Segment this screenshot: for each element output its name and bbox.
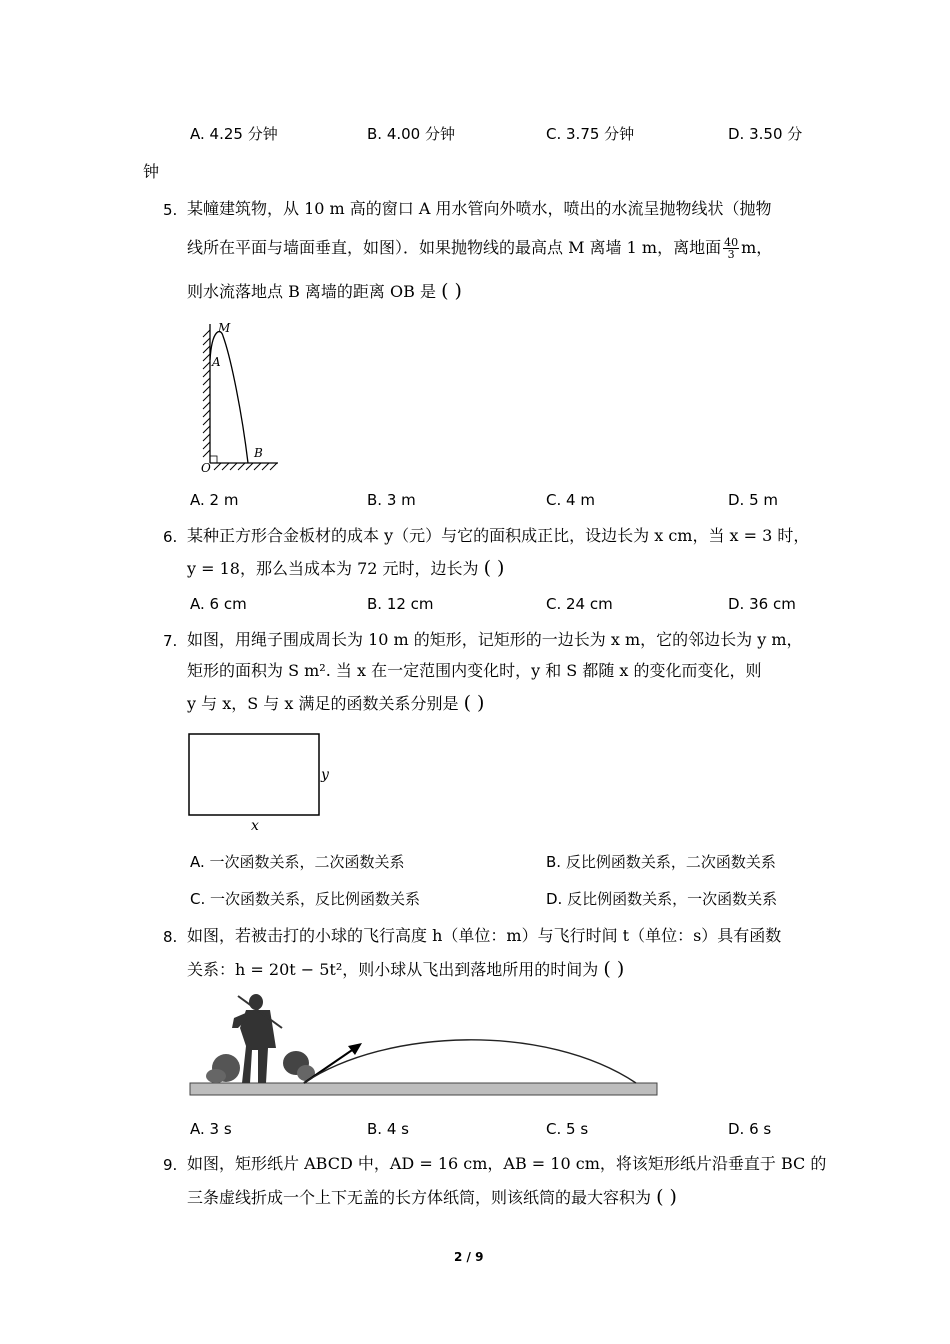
q5-figure	[190, 318, 290, 478]
q6-number: 6.	[163, 528, 178, 546]
answer-paren: ( )	[603, 958, 625, 980]
q6-option-c: C. 24 cm	[546, 595, 613, 613]
q5-option-d: D. 5 m	[728, 491, 779, 509]
q6-option-b: B. 12 cm	[367, 595, 434, 613]
answer-paren: ( )	[483, 557, 505, 579]
q7-text-line2: 矩形的面积为 S m². 当 x 在一定范围内变化时，y 和 S 都随 x 的变化而变化，则	[187, 661, 762, 680]
q9-text-line1: 如图，矩形纸片 ABCD 中，AD = 16 cm，AB = 10 cm，将该矩形纸片沿垂直于 BC 的	[187, 1154, 827, 1173]
q4-option-b: B. 4.00 分钟	[367, 125, 455, 143]
q9-number: 9.	[163, 1156, 178, 1174]
q6-text-line2: y = 18，那么当成本为 72 元时，边长为 ( )	[187, 557, 505, 579]
q8-number: 8.	[163, 928, 178, 946]
q5-option-b: B. 3 m	[367, 491, 416, 509]
q7-option-a: A. 一次函数关系，二次函数关系	[190, 853, 405, 871]
q6-option-d: D. 36 cm	[728, 595, 796, 613]
page-number: 2 / 9	[454, 1250, 484, 1264]
q4-option-d-wrap: 钟	[143, 162, 160, 181]
q8-text-line1: 如图，若被击打的小球的飞行高度 h（单位：m）与飞行时间 t（单位：s）具有函数	[187, 926, 782, 945]
label-y: y	[321, 767, 329, 783]
q7-option-c: C. 一次函数关系，反比例函数关系	[190, 890, 421, 908]
q7-text-line3: y 与 x，S 与 x 满足的函数关系分别是 ( )	[187, 692, 485, 714]
q4-option-c: C. 3.75 分钟	[546, 125, 635, 143]
q7-option-d: D. 反比例函数关系，一次函数关系	[546, 890, 778, 908]
q8-option-a: A. 3 s	[190, 1120, 232, 1138]
q6-option-a: A. 6 cm	[190, 595, 247, 613]
q6-text-line1: 某种正方形合金板材的成本 y（元）与它的面积成正比，设边长为 x cm，当 x = 3 时，	[187, 526, 810, 545]
q8-text-line2: 关系：h = 20t − 5t²，则小球从飞出到落地所用的时间为 ( )	[187, 958, 625, 980]
q5-option-c: C. 4 m	[546, 491, 595, 509]
q5-fraction: $\frac{40}{3}$	[724, 236, 739, 261]
q8-option-b: B. 4 s	[367, 1120, 409, 1138]
q8-golf-figure	[186, 988, 662, 1100]
answer-paren: ( )	[463, 692, 485, 714]
label-b: B	[254, 446, 263, 460]
q5-text-line3: 则水流落地点 B 离墙的距离 OB 是 ( )	[187, 280, 462, 302]
q8-option-c: C. 5 s	[546, 1120, 589, 1138]
q7-number: 7.	[163, 632, 178, 650]
label-m: M	[218, 321, 231, 335]
label-x: x	[251, 818, 259, 834]
answer-paren: ( )	[656, 1186, 677, 1208]
q5-number: 5.	[163, 201, 178, 219]
q5-text-line2: 线所在平面与墙面垂直，如图）．如果抛物线的最高点 M 离墙 1 m，离地面 $\frac{40}{3}$ m，	[187, 236, 773, 261]
q5-text-line1: 某幢建筑物，从 10 m 高的窗口 A 用水管向外喷水，喷出的水流呈抛物线状（抛物	[187, 199, 772, 218]
label-a: A	[212, 355, 221, 369]
q9-text-line2: 三条虚线折成一个上下无盖的长方体纸筒，则该纸筒的最大容积为 ( )	[187, 1186, 677, 1208]
q7-rectangle-figure	[186, 732, 336, 836]
label-o: O	[201, 461, 211, 475]
q7-option-b: B. 反比例函数关系，二次函数关系	[546, 853, 776, 871]
q8-option-d: D. 6 s	[728, 1120, 772, 1138]
q5-option-a: A. 2 m	[190, 491, 239, 509]
q7-text-line1: 如图，用绳子围成周长为 10 m 的矩形，记矩形的一边长为 x m，它的邻边长为 y m，	[187, 630, 803, 649]
answer-paren: ( )	[441, 280, 462, 302]
q4-option-a: A. 4.25 分钟	[190, 125, 278, 143]
q4-option-d: D. 3.50 分	[728, 125, 803, 143]
